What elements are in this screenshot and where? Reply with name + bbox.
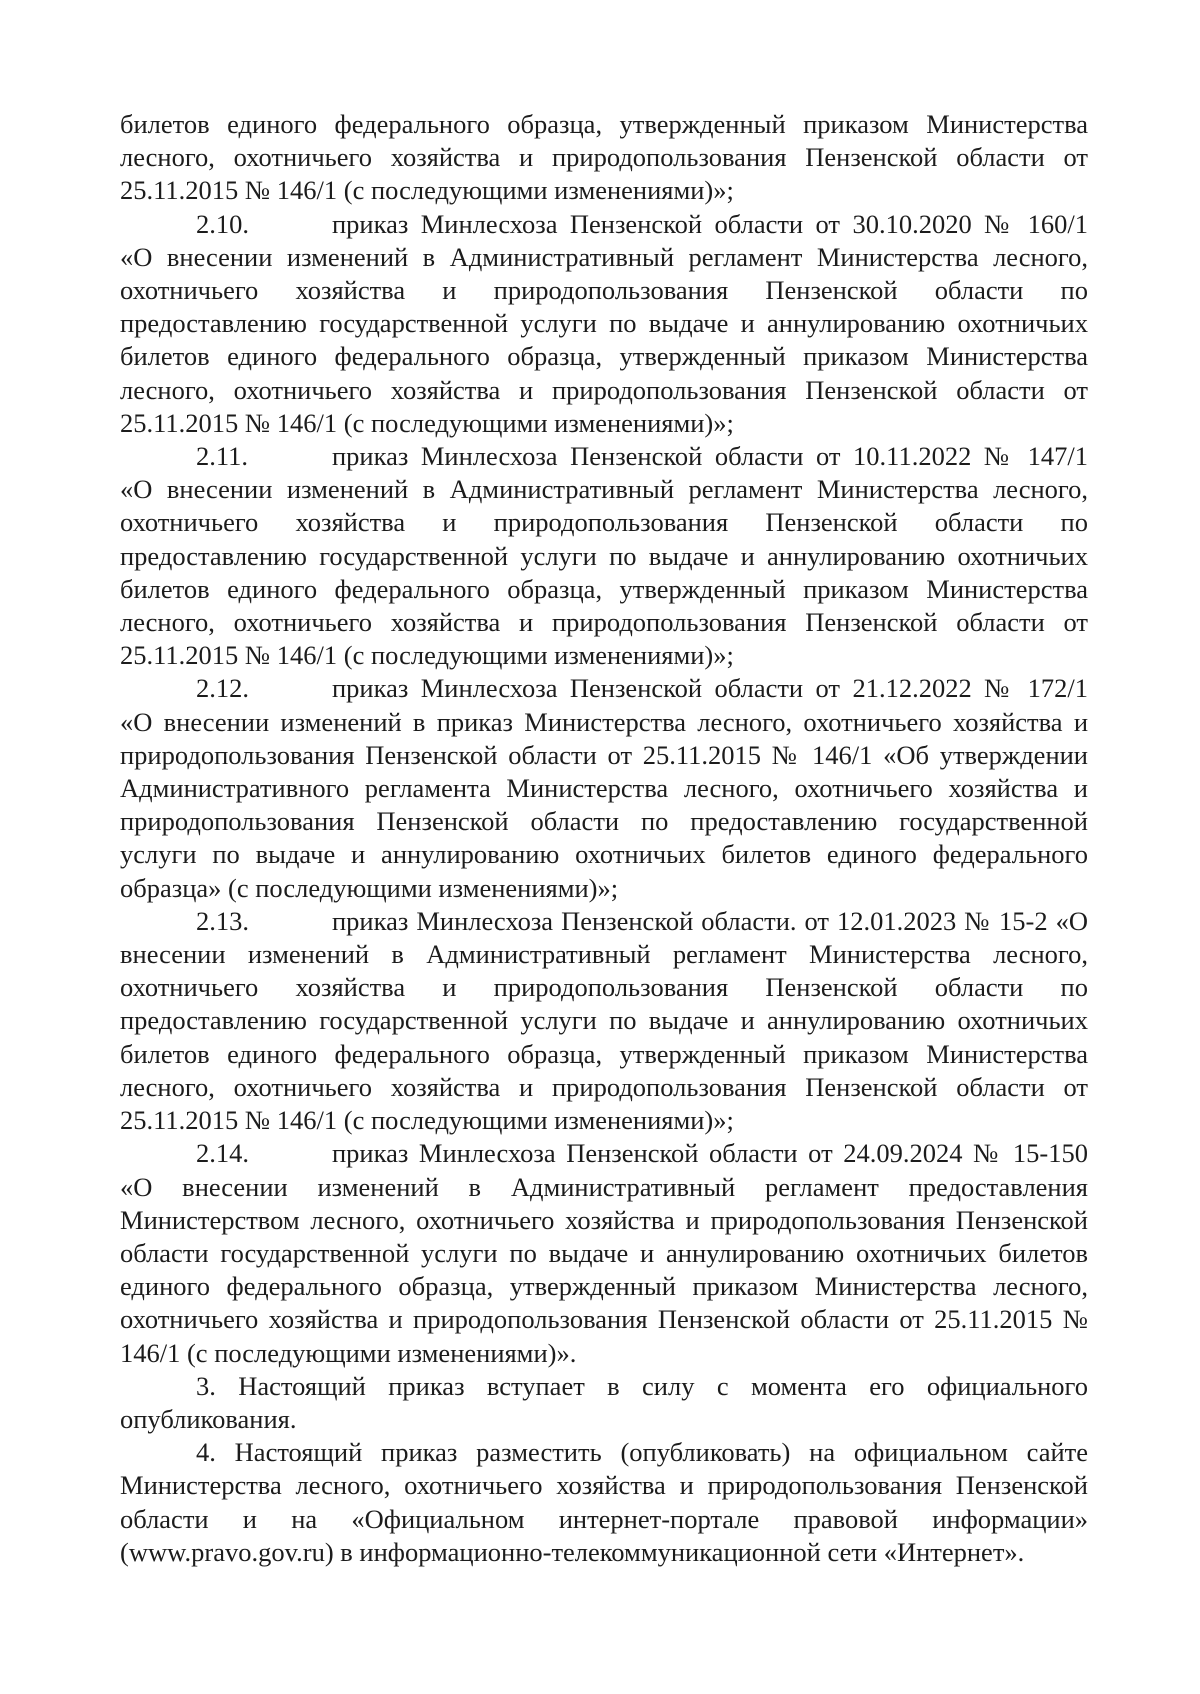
- list-item: [120, 905, 1088, 1137]
- list-item: [120, 1137, 1088, 1369]
- item-lead: приказ Минлесхоза Пензенской области от 10.11.2022 № 147/1: [332, 441, 1088, 472]
- item-number: 2.13.: [196, 905, 249, 936]
- item-body: внесении изменений в Административный регламент Министерства лесного, охотничьего хозяйства и природопользования Пензенской области по предоставлению государственной услуги по выдаче и аннулированию охотничьих билетов единого федерального образца, утвержденный приказом Министерства лесного, охотничьего хозяйства и природопользования Пензенской области от 25.11.2015 № 146/1 (с последующими изменениями)»;: [120, 939, 1088, 1136]
- item-number: 2.10.: [196, 208, 249, 239]
- item-lead: приказ Минлесхоза Пензенской области от 24.09.2024 № 15-150: [332, 1138, 1088, 1169]
- document-page: [120, 108, 1088, 1569]
- clause-4-paragraph: 4. Настоящий приказ разместить (опубликовать) на официальном сайте Министерства лесного, охотничьего хозяйства и природопользования Пензенской области и на «Официальном интернет-портале правовой информации» (www.pravo.gov.ru) в информационно-телекоммуникационной сети «Интернет».: [120, 1437, 1088, 1567]
- item-lead: приказ Минлесхоза Пензенской области. от 12.01.2023 № 15-2 «О: [332, 905, 1088, 936]
- item-body: «О внесении изменений в Административный регламент Министерства лесного, охотничьего хозяйства и природопользования Пензенской области по предоставлению государственной услуги по выдаче и аннулированию охотничьих билетов единого федерального образца, утвержденный приказом Министерства лесного, охотничьего хозяйства и природопользования Пензенской области от 25.11.2015 № 146/1 (с последующими изменениями)»;: [120, 241, 1088, 438]
- list-item: [120, 208, 1088, 440]
- clause-3-paragraph: 3. Настоящий приказ вступает в силу с момента его официального опубликования.: [120, 1370, 1088, 1434]
- item-lead: приказ Минлесхоза Пензенской области от 30.10.2020 № 160/1: [332, 208, 1088, 239]
- item-first-line: [120, 1137, 1088, 1170]
- item-first-line: [120, 905, 1088, 938]
- item-body: «О внесении изменений в Административный регламент Министерства лесного, охотничьего хозяйства и природопользования Пензенской области по предоставлению государственной услуги по выдаче и аннулированию охотничьих билетов единого федерального образца, утвержденный приказом Министерства лесного, охотничьего хозяйства и природопользования Пензенской области от 25.11.2015 № 146/1 (с последующими изменениями)»;: [120, 474, 1088, 671]
- item-lead: приказ Минлесхоза Пензенской области от 21.12.2022 № 172/1: [332, 673, 1088, 704]
- item-number: 2.12.: [196, 673, 249, 704]
- list-item: [120, 672, 1088, 904]
- item-body: «О внесении изменений в Административный регламент предоставления Министерством лесного, охотничьего хозяйства и природопользования Пензенской области государственной услуги по выдаче и аннулированию охотничьих билетов единого федерального образца, утвержденный приказом Министерства лесного, охотничьего хозяйства и природопользования Пензенской области от 25.11.2015 № 146/1 (с последующими изменениями)».: [120, 1171, 1088, 1368]
- continuation-paragraph: билетов единого федерального образца, утвержденный приказом Министерства лесного, охотничьего хозяйства и природопользования Пензенской области от 25.11.2015 № 146/1 (с последующими изменениями)»;: [120, 109, 1088, 206]
- item-body: «О внесении изменений в приказ Министерства лесного, охотничьего хозяйства и природопользования Пензенской области от 25.11.2015 № 146/1 «Об утверждении Административного регламента Министерства лесного, охотничьего хозяйства и природопользования Пензенской области по предоставлению государственной услуги по выдаче и аннулированию охотничьих билетов единого федерального образца» (с последующими изменениями)»;: [120, 706, 1088, 903]
- item-first-line: [120, 208, 1088, 241]
- list-item: [120, 440, 1088, 672]
- item-number: 2.14.: [196, 1138, 249, 1169]
- item-first-line: [120, 440, 1088, 473]
- item-first-line: [120, 672, 1088, 705]
- item-number: 2.11.: [196, 441, 249, 472]
